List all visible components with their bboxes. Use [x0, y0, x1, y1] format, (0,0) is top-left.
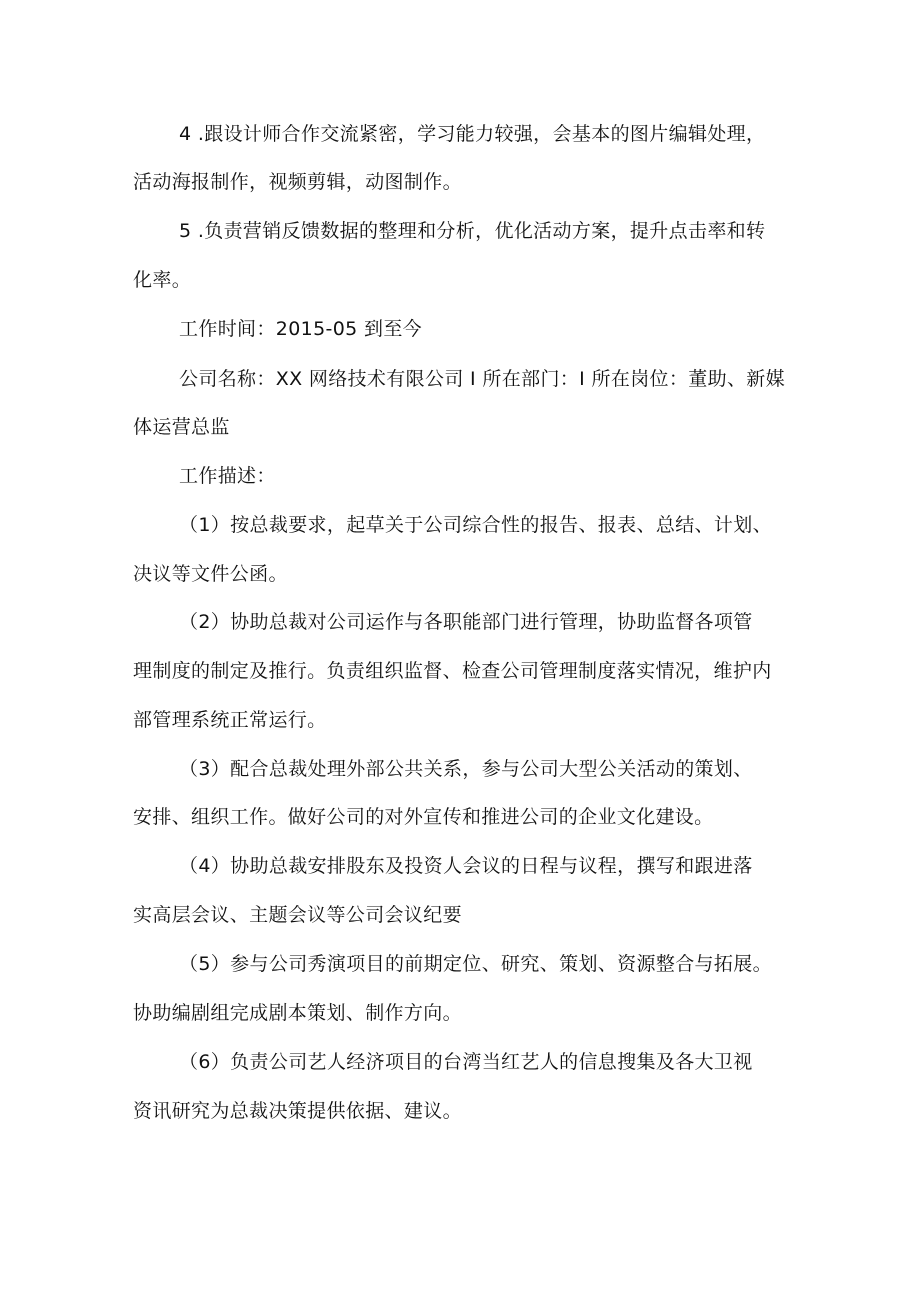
text-line: 化率。 — [133, 269, 192, 291]
text-line: 实高层会议、主题会议等公司会议纪要 — [133, 904, 462, 926]
text-line: 体运营总监 — [133, 416, 230, 438]
text-line: （1）按总裁要求，起草关于公司综合性的报告、报表、总结、计划、 — [179, 514, 772, 536]
text-line: 工作描述： — [179, 465, 276, 487]
text-line: 决议等文件公函。 — [133, 563, 288, 585]
text-line: 5 .负责营销反馈数据的整理和分析，优化活动方案，提升点击率和转 — [179, 220, 766, 242]
text-line: 活动海报制作，视频剪辑，动图制作。 — [133, 171, 462, 193]
text-line: 资讯研究为总裁决策提供依据、建议。 — [133, 1100, 462, 1122]
text-line: 公司名称：XX 网络技术有限公司 I 所在部门：I 所在岗位：董助、新媒 — [179, 368, 785, 390]
text-line: 工作时间：2015-05 到至今 — [179, 318, 423, 340]
text-line: 4 .跟设计师合作交流紧密，学习能力较强，会基本的图片编辑处理， — [179, 123, 766, 145]
text-line: 协助编剧组完成剧本策划、制作方向。 — [133, 1002, 462, 1024]
text-line: 安排、组织工作。做好公司的对外宣传和推进公司的企业文化建设。 — [133, 806, 714, 828]
text-line: （6）负责公司艺人经济项目的台湾当红艺人的信息搜集及各大卫视 — [179, 1051, 753, 1073]
text-line: （4）协助总裁安排股东及投资人会议的日程与议程，撰写和跟进落 — [179, 855, 753, 877]
text-line: （5）参与公司秀演项目的前期定位、研究、策划、资源整合与拓展。 — [179, 953, 772, 975]
text-line: 部管理系统正常运行。 — [133, 709, 327, 731]
text-line: 理制度的制定及推行。负责组织监督、检查公司管理制度落实情况，维护内 — [133, 660, 772, 682]
text-line: （3）配合总裁处理外部公共关系，参与公司大型公关活动的策划、 — [179, 758, 753, 780]
text-line: （2）协助总裁对公司运作与各职能部门进行管理，协助监督各项管 — [179, 611, 753, 633]
